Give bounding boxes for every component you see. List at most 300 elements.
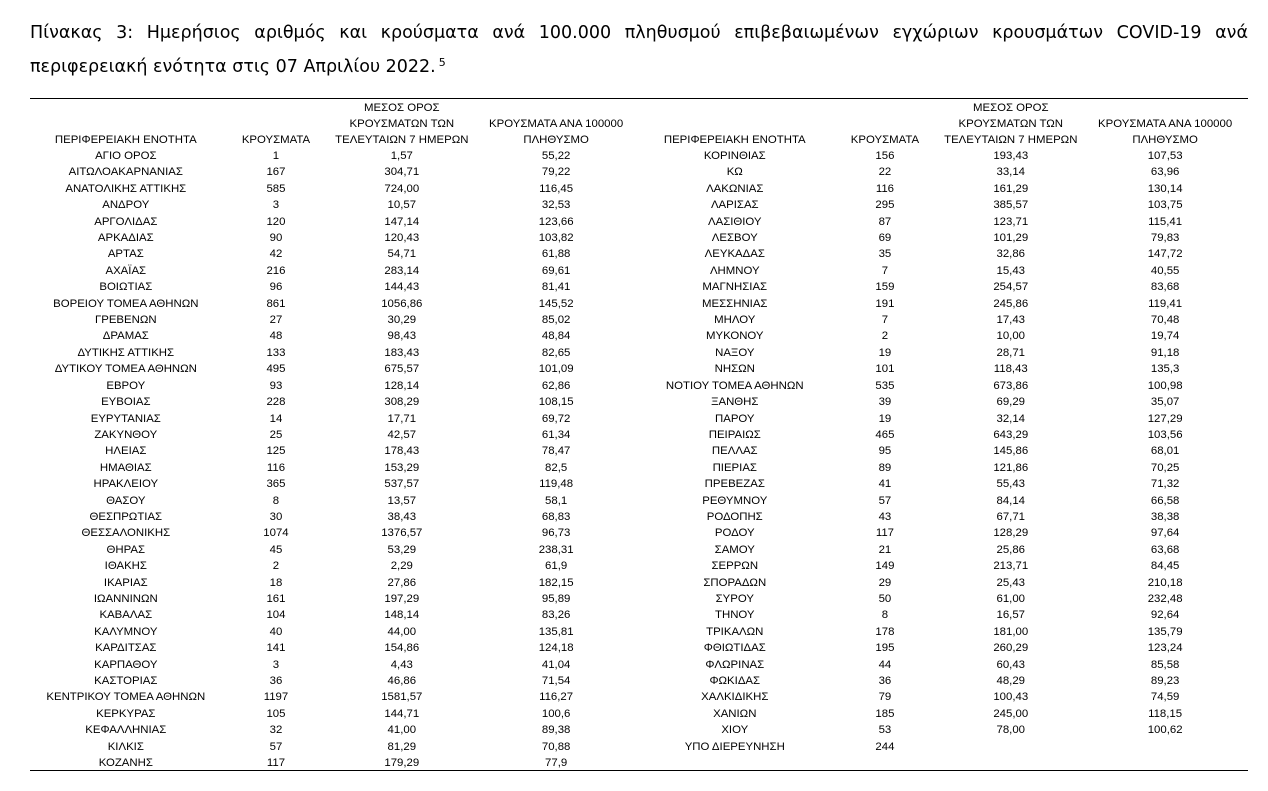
region-cell: ΛΑΚΩΝΙΑΣ [706, 182, 764, 195]
rate-cell: 32,53 [541, 199, 571, 212]
rate-cell: 135,81 [538, 625, 574, 638]
cases-cell: 8 [881, 609, 889, 622]
avg-cell: 32,14 [996, 412, 1026, 425]
region-cell: ΔΥΤΙΚΗΣ ΑΤΤΙΚΗΣ [77, 346, 175, 359]
cases-cell: 25 [269, 428, 283, 441]
cases-cell: 18 [269, 576, 283, 589]
avg-cell: 33,14 [996, 166, 1026, 179]
avg-cell: 42,57 [387, 428, 417, 441]
region-cell: ΒΟΡΕΙΟΥ ΤΟΜΕΑ ΑΘΗΝΩΝ [53, 297, 199, 310]
region-cell: ΦΩΚΙΔΑΣ [709, 675, 761, 687]
avg-cell: 123,71 [993, 215, 1029, 228]
table-row [30, 296, 1248, 312]
rate-cell: 127,29 [1147, 412, 1183, 425]
avg-cell: 2,29 [390, 560, 413, 573]
rate-cell: 89,23 [1150, 675, 1180, 687]
table-row [30, 755, 1248, 771]
header-cases-left: ΚΡΟΥΣΜΑΤΑ [241, 134, 311, 146]
avg-cell: 98,43 [387, 330, 417, 343]
cases-cell: 244 [875, 740, 895, 753]
region-cell: ΚΕΝΤΡΙΚΟΥ ΤΟΜΕΑ ΑΘΗΝΩΝ [46, 691, 206, 704]
cases-cell: 161 [266, 592, 286, 605]
rate-cell: 63,96 [1150, 166, 1180, 179]
rate-cell: 38,38 [1150, 510, 1180, 523]
avg-cell: 30,29 [387, 314, 417, 327]
rate-cell: 55,22 [541, 150, 571, 162]
rate-cell: 96,73 [541, 527, 571, 540]
avg-cell: 197,29 [384, 592, 420, 605]
rate-cell: 71,54 [541, 675, 571, 687]
header-region-left: ΠΕΡΙΦΕΡΕΙΑΚΗ ΕΝΟΤΗΤΑ [54, 134, 197, 146]
avg-cell: 4,43 [390, 658, 413, 671]
cases-cell: 178 [875, 625, 895, 638]
rate-cell: 147,72 [1147, 248, 1183, 261]
avg-cell: 10,57 [387, 199, 417, 212]
region-cell: ΚΕΡΚΥΡΑΣ [96, 707, 156, 720]
avg-cell: 1376,57 [381, 527, 423, 540]
region-cell: ΜΑΓΝΗΣΙΑΣ [702, 281, 768, 294]
table-row [30, 246, 1248, 262]
region-cell: ΗΛΕΙΑΣ [105, 445, 147, 458]
rate-cell: 118,15 [1148, 707, 1183, 720]
region-cell: ΞΑΝΘΗΣ [711, 396, 759, 409]
cases-cell: 45 [269, 543, 283, 556]
cases-cell: 48 [269, 330, 283, 343]
rate-cell: 69,61 [541, 264, 571, 277]
avg-cell: 260,29 [993, 642, 1029, 655]
rate-cell: 48,84 [541, 330, 571, 343]
avg-cell: 1,57 [390, 150, 413, 162]
cases-cell: 27 [269, 314, 283, 327]
avg-cell: 1581,57 [381, 691, 423, 704]
avg-cell: 673,86 [993, 379, 1029, 392]
region-cell: ΗΜΑΘΙΑΣ [99, 461, 152, 474]
avg-cell: 121,86 [993, 461, 1029, 474]
rate-cell: 35,07 [1150, 396, 1180, 409]
region-cell: ΛΑΣΙΘΙΟΥ [708, 215, 762, 228]
cases-cell: 1197 [263, 691, 289, 704]
table-row [30, 378, 1248, 394]
region-cell: ΚΑΒΑΛΑΣ [99, 609, 153, 622]
region-cell: ΘΑΣΟΥ [106, 494, 146, 507]
cases-cell: 19 [878, 412, 892, 425]
cases-cell: 105 [266, 707, 286, 720]
cases-cell: 89 [878, 461, 892, 474]
region-cell: ΤΡΙΚΑΛΩΝ [706, 625, 764, 638]
avg-cell: 304,71 [384, 166, 420, 179]
rate-cell: 100,6 [541, 707, 571, 720]
cases-cell: 185 [875, 707, 895, 720]
rate-cell: 95,89 [541, 592, 571, 605]
cases-cell: 104 [266, 609, 286, 622]
header-rate-left: ΚΡΟΥΣΜΑΤΑ ΑΝΑ 100000 ΠΛΗΘΥΣΜΟ [489, 118, 624, 146]
table-caption [30, 18, 1248, 82]
avg-cell: 54,71 [387, 248, 417, 261]
rate-cell: 91,18 [1150, 346, 1180, 359]
table-row [30, 443, 1248, 459]
table-bottom-rule [30, 770, 1248, 771]
table-row [30, 591, 1248, 607]
avg-cell: 178,43 [384, 445, 420, 458]
region-cell: ΤΗΝΟΥ [715, 609, 755, 622]
cases-cell: 30 [269, 510, 283, 523]
cases-cell: 35 [878, 248, 892, 261]
rate-cell: 71,32 [1150, 478, 1180, 491]
rate-cell: 70,48 [1150, 314, 1180, 327]
cases-table [30, 100, 1248, 771]
cases-cell: 87 [878, 215, 892, 228]
rate-cell: 135,79 [1147, 625, 1183, 638]
avg-cell: 144,71 [384, 707, 420, 720]
cases-cell: 29 [878, 576, 892, 589]
region-cell: ΛΕΣΒΟΥ [711, 232, 758, 245]
avg-cell: 145,86 [993, 445, 1029, 458]
region-cell: ΧΑΛΚΙΔΙΚΗΣ [701, 691, 769, 704]
rate-cell: 83,68 [1150, 281, 1180, 294]
rate-cell: 210,18 [1147, 576, 1183, 589]
region-cell: ΥΠΟ ΔΙΕΡΕΥΝΗΣΗ [684, 740, 785, 753]
avg-cell: 101,29 [993, 232, 1029, 245]
avg-cell: 643,29 [993, 428, 1029, 441]
rate-cell: 182,15 [538, 576, 574, 589]
region-cell: ΝΗΣΩΝ [714, 363, 755, 376]
avg-cell: 118,43 [993, 363, 1028, 376]
cases-cell: 1 [272, 150, 280, 162]
region-cell: ΧΑΝΙΩΝ [713, 707, 757, 720]
footnote-marker: 5 [438, 56, 446, 69]
region-cell: ΙΚΑΡΙΑΣ [103, 576, 148, 589]
rate-cell: 40,55 [1150, 264, 1180, 277]
cases-cell: 44 [878, 658, 892, 671]
cases-cell: 133 [266, 346, 286, 359]
region-cell: ΕΥΒΟΙΑΣ [101, 396, 151, 409]
table-row [30, 493, 1248, 509]
cases-cell: 93 [269, 379, 283, 392]
avg-cell: 38,43 [387, 510, 417, 523]
cases-cell: 1074 [263, 527, 289, 540]
region-cell: ΑΙΤΩΛΟΑΚΑΡΝΑΝΙΑΣ [68, 166, 183, 179]
avg-cell: 27,86 [387, 576, 417, 589]
cases-cell: 3 [272, 199, 280, 212]
rate-cell: 116,45 [539, 182, 574, 195]
rate-cell: 82,65 [541, 346, 571, 359]
avg-cell: 100,43 [993, 691, 1029, 704]
avg-cell: 675,57 [384, 363, 420, 376]
table-row [30, 394, 1248, 410]
cases-cell: 156 [875, 150, 895, 162]
avg-cell: 81,29 [387, 740, 417, 753]
rate-cell: 119,48 [539, 478, 574, 491]
cases-cell: 861 [266, 297, 286, 310]
region-cell: ΘΕΣΠΡΩΤΙΑΣ [89, 510, 163, 523]
cases-cell: 191 [875, 297, 895, 310]
table-row [30, 624, 1248, 640]
avg-cell: 46,86 [387, 675, 417, 687]
cases-cell: 7 [881, 314, 889, 327]
cases-cell: 295 [875, 199, 895, 212]
rate-cell: 145,52 [538, 297, 574, 310]
cases-cell: 117 [266, 757, 286, 770]
avg-cell: 55,43 [996, 478, 1026, 491]
avg-cell: 78,00 [996, 724, 1026, 737]
rate-cell: 103,56 [1147, 428, 1183, 441]
cases-cell: 32 [269, 724, 283, 737]
cases-cell: 125 [266, 445, 286, 458]
cases-cell: 21 [878, 543, 892, 556]
region-cell: ΓΡΕΒΕΝΩΝ [94, 314, 157, 327]
region-cell: ΗΡΑΚΛΕΙΟΥ [93, 478, 159, 491]
region-cell: ΑΡΤΑΣ [107, 248, 144, 261]
table-row [30, 345, 1248, 361]
region-cell: ΣΥΡΟΥ [715, 592, 754, 605]
region-cell: ΑΡΓΟΛΙΔΑΣ [94, 215, 158, 228]
rate-cell: 100,98 [1147, 379, 1183, 392]
table-row [30, 509, 1248, 525]
avg-cell: 254,57 [993, 281, 1029, 294]
region-cell: ΡΕΘΥΜΝΟΥ [702, 494, 768, 507]
rate-cell: 85,02 [541, 314, 571, 327]
rate-cell: 101,09 [538, 363, 574, 376]
region-cell: ΜΕΣΣΗΝΙΑΣ [702, 297, 768, 310]
table-row [30, 657, 1248, 673]
rate-cell: 115,41 [1148, 215, 1183, 228]
avg-cell: 179,29 [384, 757, 420, 770]
header-avg-left: ΜΕΣΟΣ ΟΡΟΣ ΚΡΟΥΣΜΑΤΩΝ ΤΩΝ ΤΕΛΕΥΤΑΙΩΝ 7 ΗΜΕΡΩΝ [335, 102, 469, 146]
rate-cell [1082, 755, 1248, 771]
avg-cell: 48,29 [996, 675, 1026, 687]
cases-cell: 585 [266, 182, 286, 195]
region-cell: ΠΕΛΛΑΣ [711, 445, 758, 458]
table-row [30, 279, 1248, 295]
rate-cell: 66,58 [1150, 494, 1180, 507]
table-row [30, 542, 1248, 558]
rate-cell: 103,75 [1147, 199, 1183, 212]
cases-cell: 3 [272, 658, 280, 671]
region-cell: ΚΑΡΔΙΤΣΑΣ [95, 642, 157, 655]
avg-cell: 41,00 [387, 724, 417, 737]
rate-cell: 63,68 [1150, 543, 1180, 556]
avg-cell: 245,00 [993, 707, 1029, 720]
table-row [30, 739, 1248, 755]
avg-cell: 308,29 [384, 396, 420, 409]
rate-cell: 61,34 [541, 428, 571, 441]
region-cell: ΜΥΚΟΝΟΥ [706, 330, 764, 343]
table-body [30, 148, 1248, 771]
table-row [30, 525, 1248, 541]
avg-cell: 25,86 [996, 543, 1026, 556]
region-cell: ΔΥΤΙΚΟΥ ΤΟΜΕΑ ΑΘΗΝΩΝ [54, 363, 197, 376]
rate-cell: 103,82 [538, 232, 574, 245]
region-cell: ΙΩΑΝΝΙΝΩΝ [93, 592, 158, 605]
cases-cell: 495 [266, 363, 286, 376]
region-cell: ΙΘΑΚΗΣ [104, 560, 147, 573]
region-cell: ΒΟΙΩΤΙΑΣ [99, 281, 153, 294]
cases-cell: 2 [272, 560, 280, 573]
avg-cell: 147,14 [384, 215, 420, 228]
region-cell: ΜΗΛΟΥ [714, 314, 756, 327]
region-cell: ΠΑΡΟΥ [715, 412, 755, 425]
avg-cell: 61,00 [996, 592, 1026, 605]
rate-cell: 68,83 [541, 510, 571, 523]
cases-cell: 7 [881, 264, 889, 277]
avg-cell: 245,86 [993, 297, 1029, 310]
rate-cell: 79,83 [1150, 232, 1180, 245]
avg-cell: 67,71 [996, 510, 1026, 523]
avg-cell: 148,14 [384, 609, 420, 622]
region-cell: ΑΡΚΑΔΙΑΣ [97, 232, 154, 245]
avg-cell: 128,29 [993, 527, 1029, 540]
avg-cell: 153,29 [384, 461, 420, 474]
region-cell: ΘΗΡΑΣ [106, 543, 146, 556]
region-cell: ΝΟΤΙΟΥ ΤΟΜΕΑ ΑΘΗΝΩΝ [665, 379, 804, 392]
avg-cell: 183,43 [384, 346, 420, 359]
table-row [30, 411, 1248, 427]
rate-cell: 100,62 [1147, 724, 1183, 737]
avg-cell: 161,29 [993, 182, 1029, 195]
cases-cell: 90 [269, 232, 283, 245]
region-cell: ΚΟΖΑΝΗΣ [98, 757, 153, 770]
table-row [30, 607, 1248, 623]
cases-cell: 57 [269, 740, 283, 753]
cases-cell: 8 [272, 494, 280, 507]
table-row [30, 476, 1248, 492]
rate-cell: 79,22 [541, 166, 571, 179]
cases-cell: 40 [269, 625, 283, 638]
region-cell: ΛΑΡΙΣΑΣ [710, 199, 759, 212]
cases-cell: 42 [269, 248, 283, 261]
cases-cell: 14 [269, 412, 283, 425]
region-cell: ΠΕΙΡΑΙΩΣ [708, 428, 761, 441]
table-row [30, 328, 1248, 344]
rate-cell: 61,88 [541, 248, 571, 261]
table-row [30, 722, 1248, 738]
avg-cell: 144,43 [384, 281, 420, 294]
avg-cell: 154,86 [384, 642, 420, 655]
avg-cell: 283,14 [384, 264, 420, 277]
region-cell: ΚΕΦΑΛΛΗΝΙΑΣ [85, 724, 167, 737]
region-cell: ΛΕΥΚΑΔΑΣ [704, 248, 765, 261]
rate-cell: 108,15 [538, 396, 574, 409]
cases-cell: 365 [266, 478, 286, 491]
header-region-right: ΠΕΡΙΦΕΡΕΙΑΚΗ ΕΝΟΤΗΤΑ [663, 134, 806, 146]
rate-cell: 124,18 [538, 642, 574, 655]
region-cell: ΝΑΞΟΥ [715, 346, 755, 359]
table-row [30, 214, 1248, 230]
avg-cell: 537,57 [384, 478, 420, 491]
region-cell: ΑΓΙΟ ΟΡΟΣ [95, 150, 157, 162]
table-row [30, 427, 1248, 443]
region-cell: ΛΗΜΝΟΥ [709, 264, 760, 277]
region-cell: ΕΥΡΥΤΑΝΙΑΣ [90, 412, 161, 425]
header-rate-right: ΚΡΟΥΣΜΑΤΑ ΑΝΑ 100000 ΠΛΗΘΥΣΜΟ [1098, 118, 1233, 146]
cases-cell: 117 [875, 527, 895, 540]
avg-cell: 84,14 [996, 494, 1026, 507]
rate-cell: 74,59 [1150, 691, 1180, 704]
rate-cell: 82,5 [545, 461, 568, 474]
caption-text: Πίνακας 3: Ημερήσιος αριθμός και κρούσματα ανά 100.000 πληθυσμού επιβεβαιωμένων εγχώριων κρουσμάτων COVID-19 ανά περιφερειακή ενότητα στις 07 Απριλίου 2022. [30, 23, 1248, 77]
avg-cell: 724,00 [384, 182, 420, 195]
rate-cell: 41,04 [541, 658, 571, 671]
cases-cell: 50 [878, 592, 892, 605]
rate-cell: 232,48 [1147, 592, 1183, 605]
rate-cell: 77,9 [545, 757, 568, 770]
region-cell: ΣΠΟΡΑΔΩΝ [703, 576, 767, 589]
region-cell: ΦΘΙΩΤΙΔΑΣ [703, 642, 766, 655]
rate-cell [1082, 739, 1248, 755]
region-cell: ΚΑΣΤΟΡΙΑΣ [94, 675, 158, 687]
table-row [30, 181, 1248, 197]
rate-cell: 119,41 [1148, 297, 1183, 310]
region-cell: ΑΝΔΡΟΥ [102, 199, 150, 212]
region-cell: ΚΑΛΥΜΝΟΥ [94, 625, 158, 638]
avg-cell: 16,57 [996, 609, 1026, 622]
rate-cell: 84,45 [1150, 560, 1180, 573]
avg-cell: 128,14 [384, 379, 420, 392]
rate-cell: 89,38 [541, 724, 571, 737]
cases-cell: 167 [266, 166, 286, 179]
cases-cell: 22 [878, 166, 892, 179]
region-cell: ΚΑΡΠΑΘΟΥ [94, 658, 158, 671]
rate-cell: 238,31 [538, 543, 574, 556]
rate-cell: 123,66 [538, 215, 574, 228]
table-row [30, 640, 1248, 656]
cases-cell: 19 [878, 346, 892, 359]
table-row [30, 558, 1248, 574]
region-cell: ΡΟΔΟΠΗΣ [706, 510, 763, 523]
cases-cell: 159 [875, 281, 895, 294]
table-row [30, 263, 1248, 279]
cases-cell: 53 [878, 724, 892, 737]
cases-cell: 465 [875, 428, 895, 441]
rate-cell: 85,58 [1150, 658, 1180, 671]
region-cell: ΚΟΡΙΝΘΙΑΣ [703, 150, 766, 162]
cases-cell: 116 [266, 461, 286, 474]
rate-cell: 62,86 [541, 379, 571, 392]
region-cell: ΣΑΜΟΥ [714, 543, 755, 556]
table-row [30, 148, 1248, 164]
region-cell: ΚΙΛΚΙΣ [107, 740, 144, 753]
table-row [30, 575, 1248, 591]
table-row [30, 312, 1248, 328]
avg-cell: 13,57 [387, 494, 417, 507]
cases-cell: 116 [875, 182, 895, 195]
table-row [30, 689, 1248, 705]
region-cell: ΔΡΑΜΑΣ [102, 330, 149, 343]
region-cell: ΧΙΟΥ [721, 724, 749, 737]
avg-cell: 32,86 [996, 248, 1026, 261]
rate-cell: 130,14 [1147, 182, 1183, 195]
rate-cell: 135,3 [1150, 363, 1180, 376]
cases-cell: 69 [878, 232, 892, 245]
table-row [30, 460, 1248, 476]
rate-cell: 123,24 [1147, 642, 1183, 655]
cases-cell: 535 [875, 379, 895, 392]
avg-cell: 10,00 [996, 330, 1026, 343]
cases-cell: 141 [266, 642, 286, 655]
rate-cell: 97,64 [1150, 527, 1180, 540]
rate-cell: 70,25 [1150, 461, 1180, 474]
rate-cell: 61,9 [545, 560, 568, 573]
region-cell: ΕΒΡΟΥ [106, 379, 146, 392]
avg-cell: 28,71 [996, 346, 1026, 359]
region-cell [639, 755, 831, 771]
table-row [30, 164, 1248, 180]
region-cell: ΠΡΕΒΕΖΑΣ [704, 478, 765, 491]
cases-cell: 36 [878, 675, 892, 687]
rate-cell: 107,53 [1147, 150, 1183, 162]
avg-cell: 60,43 [996, 658, 1026, 671]
cases-cell: 41 [878, 478, 892, 491]
